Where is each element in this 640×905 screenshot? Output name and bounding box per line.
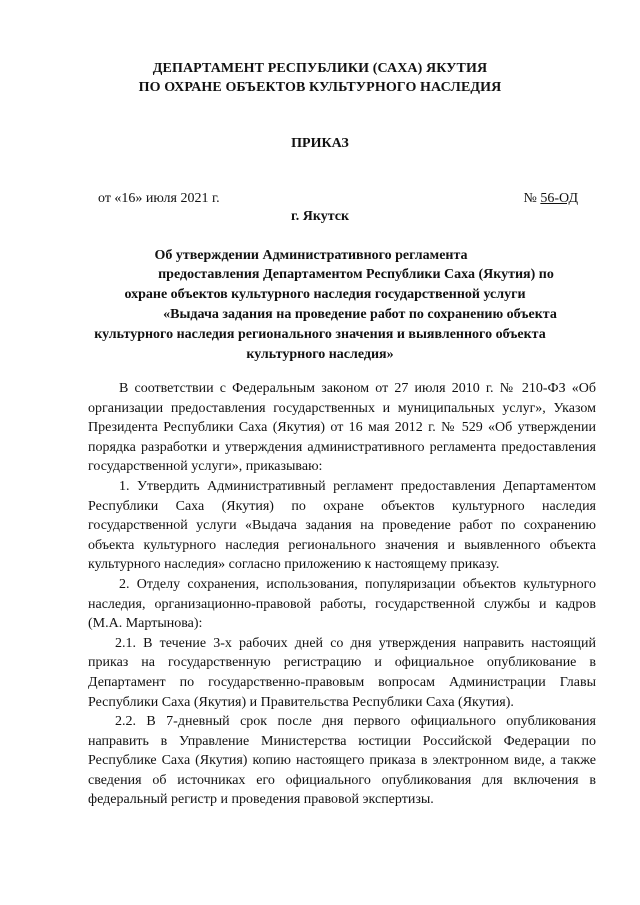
city: г. Якутск [290,209,350,224]
order-title: ПРИКАЗ [291,136,349,151]
body-paragraph-item-2-1: 2.1. В течение 3-х рабочих дней со дня утверждения направить настоящий приказ на государственную регистрацию и официальное опубликование в Департамент по государственно-правовым вопросам Администрации Главы Республики Саха (Якутия) и Правительства Республики Саха (Якутия). [88,635,596,710]
order-number [524,191,578,207]
body-paragraph-item-2: 2. Отделу сохранения, использования, популяризации объектов культурного наследия, организационно-правовой работы, государственной службы и кадров (М.А. Мартынова): [88,576,596,632]
department-name-line-1: ДЕПАРТАМЕНТ РЕСПУБЛИКИ (САХА) ЯКУТИЯ [152,61,488,76]
order-number-prefix: № [523,191,541,206]
subject-line: «Выдача задания на проведение работ по сохранению объекта [163,307,557,322]
subject-line: культурного наследия» [246,347,394,362]
order-body [88,379,596,810]
body-paragraph-item-2-2: 2.2. В 7-дневный срок после дня первого официального опубликования направить в Управление Министерства юстиции Российской Федерации по Республике Саха (Якутия) копию настоящего приказа в электронном виде, а также сведения об источниках его официального опубликования для включения в федеральный регистр и проведения правовой экспертизы. [88,714,596,808]
order-number-value: 56-ОД [540,191,578,206]
department-name-line-2: ПО ОХРАНЕ ОБЪЕКТОВ КУЛЬТУРНОГО НАСЛЕДИЯ [138,80,502,95]
subject-line: охране объектов культурного наследия государственной услуги [124,287,526,302]
subject-line: Об утверждении Административного регламента [154,248,468,263]
subject-line: культурного наследия регионального значения и выявленного объекта [94,327,546,342]
subject-line: предоставления Департаментом Республики Саха (Якутия) по [158,267,554,282]
body-paragraph-preamble: В соответствии с Федеральным законом от 27 июля 2010 г. № 210-ФЗ «Об организации предоставления государственных и муниципальных услуг», Указом Президента Республики Саха (Якутия) от 16 мая 2012 г. № 529 «Об утверждении порядка разработки и утверждения административного регламента предоставления государственной услуги», приказываю: [88,381,596,475]
body-paragraph-item-1: 1. Утвердить Административный регламент предоставления Департаментом Республики Саха (Якутия) по охране объектов культурного наследия государственной услуги «Выдача задания на проведение работ по сохранению объекта культурного наследия регионального значения и выявленного объекта культурного наследия» согласно приложению к настоящему приказу. [88,478,596,573]
order-date: от «16» июля 2021 г. [98,191,220,206]
